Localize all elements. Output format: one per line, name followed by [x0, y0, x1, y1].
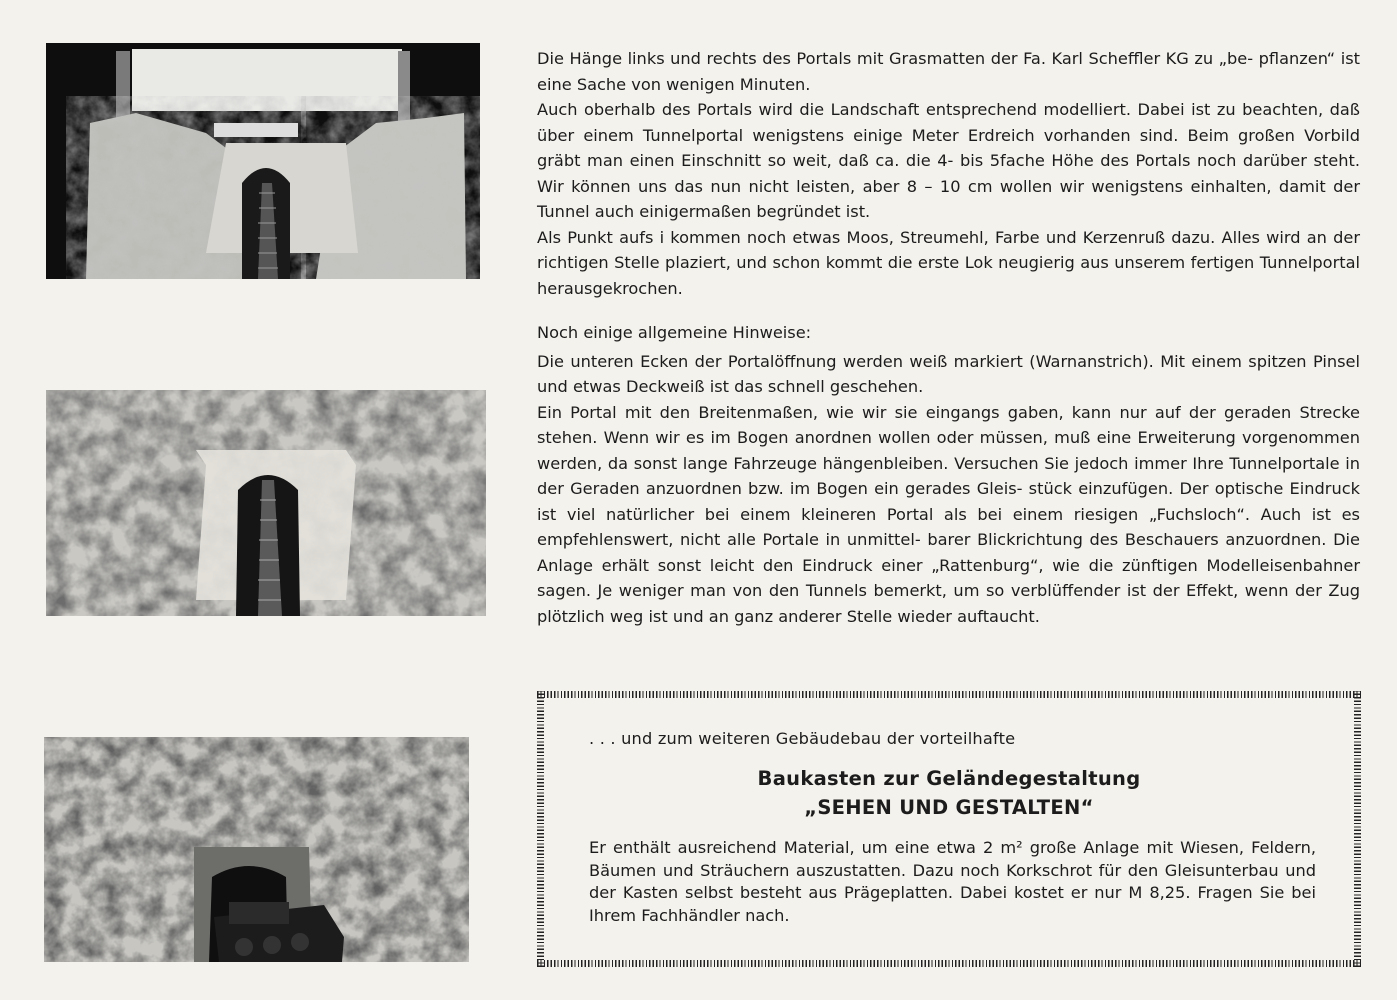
article-paragraph: Die unteren Ecken der Portalöffnung werden weiß markiert (Warnanstrich). Mit einem spitzen Pinsel und etwas Deckweiß ist das schnell geschehen.: [537, 351, 1360, 396]
article-paragraph: Die Hänge links und rechts des Portals mit Grasmatten der Fa. Karl Scheffler KG zu „be- pflanzen“ ist eine Sache von wenigen Minuten.: [537, 49, 1360, 94]
ad-body: Er enthält ausreichend Material, um eine etwa 2 m² große Anlage mit Wiesen, Feldern, Bäumen und Sträuchern auszustatten. Dazu noch Korkschrot für den Gleisunterbau und der Kasten selbst besteht aus Prägeplatten. Dabei kostet er nur M 8,25. Fragen Sie bei Ihrem Fachhändler nach.: [589, 838, 1316, 925]
tunnel-portal-photo-2: [46, 390, 486, 616]
advertisement-content: [544, 698, 1354, 960]
ad-title: [544, 764, 1354, 822]
ad-intro: . . . und zum weiteren Gebäudebau der vorteilhafte: [589, 729, 1016, 748]
tunnel-portal-photo-3: [44, 737, 469, 962]
tunnel-portal-photo-1: [46, 43, 480, 279]
ad-title-line-1: Baukasten zur Geländegestaltung: [757, 767, 1141, 790]
article-paragraph: Als Punkt aufs i kommen noch etwas Moos, Streumehl, Farbe und Kerzenruß dazu. Alles wird an der richtigen Stelle plaziert, und schon kommt die erste Lok neugierig aus unserem fertigen Tunnelportal herausgekrochen.: [537, 227, 1360, 298]
ad-title-line-2: „SEHEN UND GESTALTEN“: [804, 796, 1094, 819]
article-text-block-1: [537, 46, 1360, 301]
article-paragraph: Ein Portal mit den Breitenmaßen, wie wir sie eingangs gaben, kann nur auf der geraden Strecke stehen. Wenn wir es im Bogen anordnen wollen oder müssen, muß eine Erweiterung vorgenommen werden, da sonst lange Fahrzeuge hängenbleiben. Versuchen Sie jedoch immer Ihre Tunnelportale in der Geraden anzuordnen bzw. im Bogen ein gerades Gleis- stück einzufügen. Der optische Eindruck ist viel natürlicher bei einem kleineren Portal als bei einem riesigen „Fuchsloch“. Auch ist es empfehlenswert, nicht alle Portale in unmittel- barer Blickrichtung des Beschauers anzuordnen. Die Anlage erhält sonst leicht den Eindruck einer „Rattenburg“, wie die zünftigen Modelleisenbahner sagen. Je weniger man von den Tunnels bemerkt, um so verblüffender ist der Effekt, wenn der Zug plötzlich weg ist und an ganz anderer Stelle wieder auftaucht.: [537, 402, 1360, 626]
hints-heading: Noch einige allgemeine Hinweise:: [537, 323, 812, 342]
article-text-block-2: [537, 320, 1360, 629]
article-paragraph: Auch oberhalb des Portals wird die Landschaft entsprechend modelliert. Dabei ist zu beachten, daß über einem Tunnelportal wenigstens einige Meter Erdreich vorhanden sind. Beim großen Vorbild gräbt man einen Einschnitt so weit, daß ca. die 4- bis 5fache Höhe des Portals noch darüber steht. Wir können uns das nun nicht leisten, aber 8 – 10 cm wollen wir wenigstens einhalten, damit der Tunnel auch einigermaßen begründet ist.: [537, 100, 1360, 221]
advertisement-box: [537, 691, 1361, 967]
